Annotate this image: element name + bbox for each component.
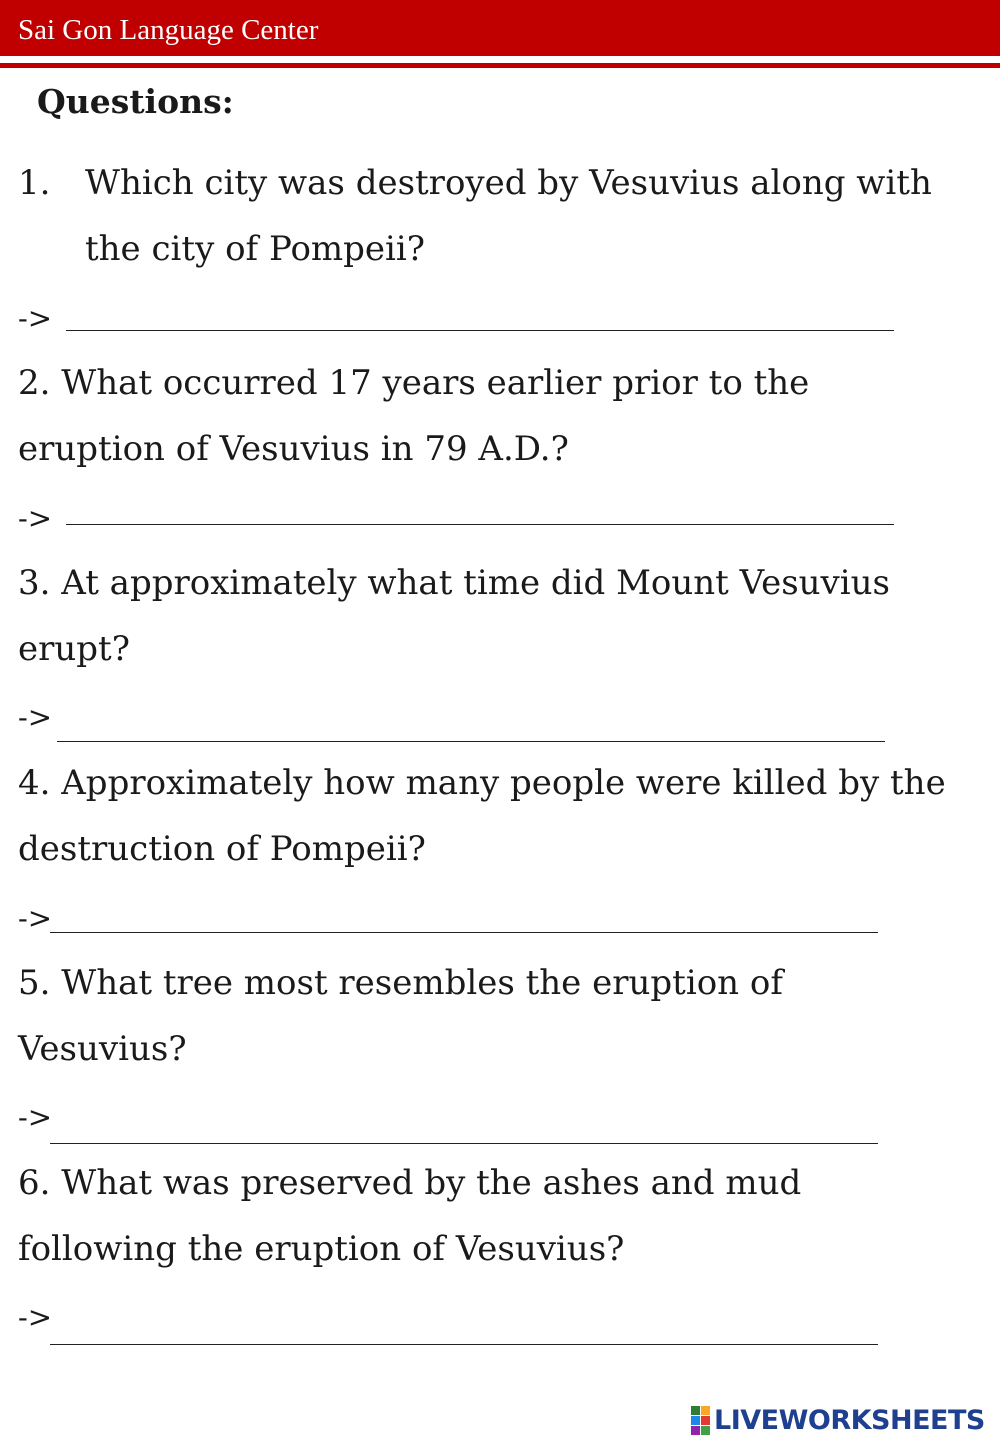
- logo-text: LIVEWORKSHEETS: [714, 1404, 985, 1436]
- answer-line-3[interactable]: [57, 741, 885, 742]
- header-divider: [0, 63, 1000, 68]
- question-text-line-1: 4. Approximately how many people were killed by the: [18, 763, 946, 803]
- section-title: Questions:: [37, 82, 234, 121]
- question-text-line-1: 3. At approximately what time did Mount Vesuvius: [18, 563, 890, 603]
- question-text-line-2: Vesuvius?: [18, 1029, 187, 1069]
- answer-line-2[interactable]: [66, 524, 894, 525]
- answer-line-5[interactable]: [50, 1143, 878, 1144]
- header-bar: [0, 0, 1000, 56]
- answer-line-6[interactable]: [50, 1344, 878, 1345]
- answer-prefix: ->: [18, 1300, 53, 1334]
- question-text-line-2: eruption of Vesuvius in 79 A.D.?: [18, 429, 569, 469]
- question-text-line-2: the city of Pompeii?: [85, 229, 426, 269]
- answer-line-1[interactable]: [66, 330, 894, 331]
- question-text-line-1: 2. What occurred 17 years earlier prior to the: [18, 363, 810, 403]
- question-text-line-1: Which city was destroyed by Vesuvius along with: [85, 163, 932, 203]
- question-text-line-1: 6. What was preserved by the ashes and mud: [18, 1163, 802, 1203]
- question-text-line-2: erupt?: [18, 629, 130, 669]
- question-text-line-2: destruction of Pompeii?: [18, 829, 426, 869]
- answer-line-4[interactable]: [50, 932, 878, 933]
- liveworksheets-logo[interactable]: [691, 1400, 985, 1440]
- answer-prefix: ->: [18, 501, 53, 535]
- header-title: Sai Gon Language Center: [18, 14, 319, 46]
- question-text-line-2: following the eruption of Vesuvius?: [18, 1229, 625, 1269]
- answer-prefix: ->: [18, 901, 53, 935]
- question-number: 1.: [18, 163, 51, 203]
- answer-prefix: ->: [18, 700, 53, 734]
- answer-prefix: ->: [18, 301, 53, 335]
- answer-prefix: ->: [18, 1100, 53, 1134]
- question-text-line-1: 5. What tree most resembles the eruption of: [18, 963, 783, 1003]
- liveworksheets-logo-icon: [691, 1406, 710, 1435]
